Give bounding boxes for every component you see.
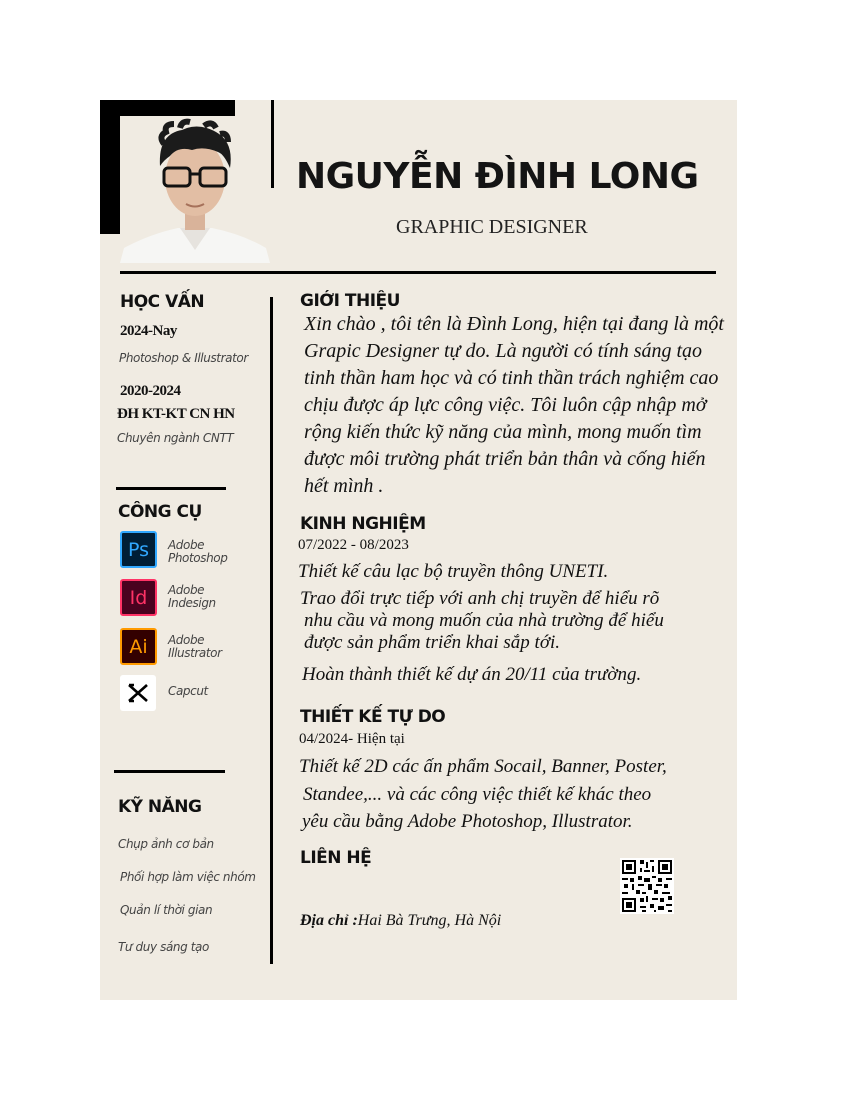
section-rule-tools	[116, 487, 226, 490]
skill-item: Tư duy sáng tạo	[118, 940, 209, 954]
illustrator-icon: Ai	[120, 628, 157, 665]
tool-label-illustrator	[168, 634, 222, 660]
skill-item: Quản lí thời gian	[120, 903, 213, 917]
tool-label-line2: Indesign	[168, 596, 216, 610]
qr-code-icon	[620, 858, 674, 914]
intro-paragraph	[304, 311, 724, 500]
intro-line: được môi trường phát triển bản thân và cống hiến	[304, 448, 706, 470]
intro-line: tinh thần ham học và có tinh thần trách nghiệm cao	[304, 367, 719, 389]
skill-item: Phối hợp làm việc nhóm	[120, 870, 256, 884]
tool-label-line1: Adobe	[168, 538, 205, 552]
tool-label-line2: Illustrator	[168, 646, 222, 660]
photoshop-icon: Ps	[120, 531, 157, 568]
intro-line: rộng kiến thức kỹ năng của mình, mong muốn tìm	[304, 421, 702, 443]
skill-item: Chụp ảnh cơ bản	[118, 837, 214, 851]
education-year-1: 2024-Nay	[120, 323, 177, 339]
education-detail-1: Photoshop & Illustrator	[119, 351, 248, 365]
candidate-name: NGUYỄN ĐÌNH LONG	[296, 156, 699, 197]
address-value: Hai Bà Trưng, Hà Nội	[357, 912, 502, 929]
contact-heading: LIÊN HỆ	[300, 848, 372, 868]
freelance-line: yêu cầu bằng Adobe Photoshop, Illustrator.	[302, 811, 633, 832]
job-title: GRAPHIC DESIGNER	[396, 216, 588, 238]
intro-line: Grapic Designer tự do. Là người có tính sáng tạo	[304, 340, 703, 362]
education-school-2: ĐH KT-KT CN HN	[117, 406, 235, 422]
education-year-2: 2020-2024	[120, 383, 181, 399]
corner-bar-left	[100, 100, 120, 234]
tool-label-line1: Adobe	[168, 633, 205, 647]
corner-bar-top	[100, 100, 235, 116]
experience-line: được sản phẩm triển khai sắp tới.	[304, 632, 560, 653]
experience-heading: KINH NGHIỆM	[300, 514, 426, 534]
skills-heading: KỸ NĂNG	[118, 797, 202, 817]
experience-line: Trao đổi trực tiếp với anh chị truyền để hiểu rõ	[300, 588, 660, 609]
address-label: Địa chỉ :	[300, 912, 358, 929]
intro-line: chịu được áp lực công việc. Tôi luôn cập nhập mở	[304, 394, 707, 416]
profile-photo	[120, 116, 270, 263]
intro-line: hết mình .	[304, 475, 384, 497]
header-divider	[120, 271, 716, 274]
freelance-line: Standee,... và các công việc thiết kế khác theo	[303, 784, 652, 805]
section-rule-skills	[114, 770, 225, 773]
experience-line: Hoàn thành thiết kế dự án 20/11 của trường.	[302, 664, 642, 685]
tool-label-capcut: Capcut	[168, 684, 208, 698]
column-divider	[270, 297, 273, 964]
experience-line: Thiết kế câu lạc bộ truyền thông UNETI.	[298, 561, 609, 582]
portrait-illustration	[120, 116, 270, 263]
freelance-line: Thiết kế 2D các ấn phẩm Socail, Banner, Poster,	[299, 756, 667, 777]
education-detail-2: Chuyên ngành CNTT	[117, 431, 234, 445]
resume-page	[100, 100, 737, 1000]
tool-label-photoshop	[168, 539, 227, 565]
tool-label-indesign	[168, 584, 216, 610]
header-vertical-rule	[271, 100, 274, 188]
address-line	[300, 912, 501, 930]
intro-line: Xin chào , tôi tên là Đình Long, hiện tại đang là một	[304, 313, 724, 335]
capcut-icon	[120, 675, 156, 711]
freelance-heading: THIẾT KẾ TỰ DO	[300, 707, 446, 727]
experience-date: 07/2022 - 08/2023	[298, 537, 409, 553]
tool-label-line1: Adobe	[168, 583, 205, 597]
education-heading: HỌC VẤN	[120, 292, 205, 312]
tools-heading: CÔNG CỤ	[118, 502, 202, 522]
intro-heading: GIỚI THIỆU	[300, 291, 400, 311]
experience-line: nhu cầu và mong muốn của nhà trường để hiểu	[304, 610, 664, 631]
indesign-icon: Id	[120, 579, 157, 616]
tool-label-line2: Photoshop	[168, 551, 228, 565]
freelance-date: 04/2024- Hiện tại	[299, 731, 405, 747]
